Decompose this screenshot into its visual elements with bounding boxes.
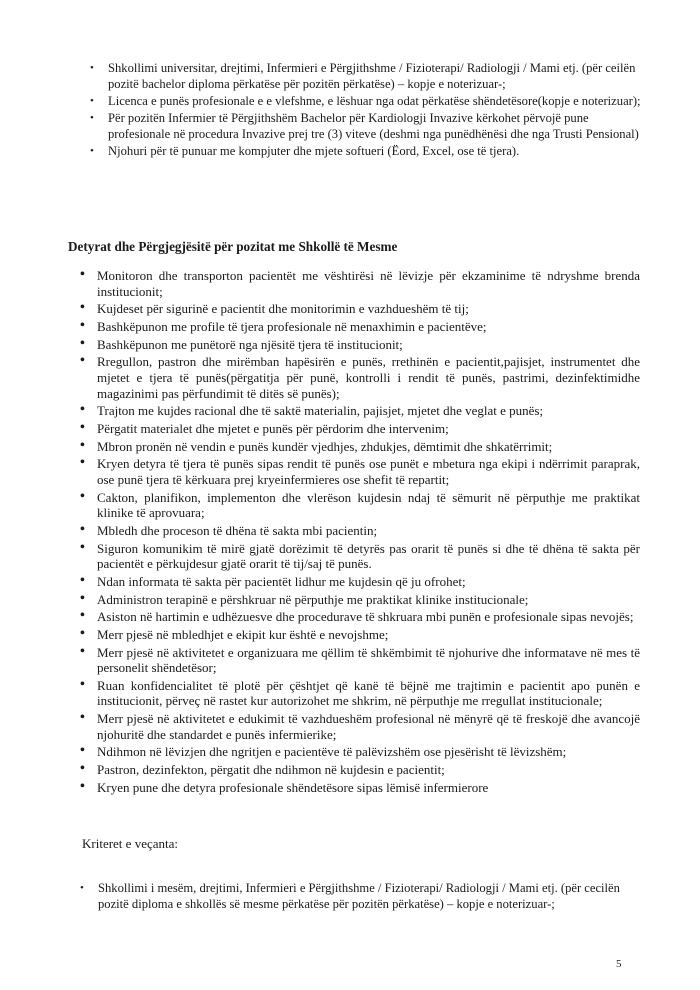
bullet-icon: •	[80, 572, 85, 588]
bullet-icon: •	[90, 62, 94, 74]
bullet-icon: •	[80, 419, 85, 435]
list-item	[80, 268, 640, 299]
bullet-icon: •	[90, 112, 94, 124]
bullet-icon: •	[80, 778, 85, 794]
list-item	[80, 541, 640, 572]
special-criteria-label: Kriteret e veçanta:	[82, 836, 178, 851]
list-item-text: Për pozitën Infermier të Përgjithshëm Bachelor për Kardiologji Invazive kërkohet përvojë pune profesionale në procedura Invazive prej tre (3) viteve (deshmi nga punëdhënësi dhe nga Trusti Pensional)	[108, 111, 639, 141]
list-item	[90, 93, 650, 109]
list-item-text: Administron terapinë e përshkruar në përputhje me praktikat klinike institucionale;	[97, 591, 529, 607]
bullet-icon: •	[80, 625, 85, 641]
bullet-icon: •	[80, 335, 85, 351]
bullet-icon: •	[90, 145, 94, 157]
list-item-text: Bashkëpunon me punëtorë nga njësitë tjera të institucionit;	[97, 336, 403, 352]
list-item-text: Kujdeset për sigurinë e pacientit dhe monitorimin e vazhdueshëm të tij;	[97, 301, 469, 317]
list-item	[80, 421, 640, 437]
list-item-text: Ndihmon në lëvizjen dhe ngritjen e pacientëve të palëvizshëm ose pjesërisht të lëvizshëm;	[97, 744, 567, 760]
list-item-text: Cakton, planifikon, implementon dhe vlerëson kujdesin ndaj të sëmurit në përputhje me praktikat klinike të aprovuara;	[97, 489, 640, 521]
list-item-text: Asiston në hartimin e udhëzuesve dhe procedurave të shkruara mbi punën e profesionale sipas nevojës;	[97, 609, 634, 625]
page-number: 5	[616, 958, 622, 970]
bullet-icon: •	[80, 590, 85, 606]
bullet-icon: •	[80, 676, 85, 692]
bullet-icon: •	[80, 710, 85, 726]
list-item-text: Pastron, dezinfekton, përgatit dhe ndihmon në kujdesin e pacientit;	[97, 762, 445, 778]
bullet-icon: •	[80, 353, 85, 369]
list-item	[80, 880, 640, 912]
bullet-icon: •	[80, 539, 85, 555]
bullet-icon: •	[80, 267, 85, 282]
bullet-icon: •	[80, 521, 85, 537]
list-item	[80, 574, 640, 590]
list-item	[80, 490, 640, 521]
bullet-icon: •	[80, 317, 85, 333]
bullet-icon: •	[80, 488, 85, 504]
list-item-text: Shkollimi universitar, drejtimi, Infermieri e Përgjithshme / Fizioterapi/ Radiologji / Mami etj. (për ceilën pozitë bachelor diploma përkatëse për pozitën përkatëse) – kopje e noterizuar-;	[108, 61, 636, 91]
list-item	[90, 110, 650, 142]
bullet-icon: •	[80, 761, 85, 777]
list-item	[80, 403, 640, 419]
list-item	[80, 592, 640, 608]
bullet-icon: •	[80, 455, 85, 471]
list-item-text: Merr pjesë në aktivitetet e organizuara me qëllim të shkëmbimit të njohurive dhe informatave në mes të personelit shëndetësor;	[97, 644, 640, 676]
list-item-text: Njohuri për të punuar me kompjuter dhe mjete softueri (Ëord, Excel, ose të tjera).	[108, 144, 520, 158]
requirements-list	[90, 60, 650, 160]
list-item	[80, 439, 640, 455]
list-item	[80, 645, 640, 676]
list-item	[80, 337, 640, 353]
list-item-text: Mbledh dhe proceson të dhëna të sakta mbi pacientin;	[97, 522, 378, 538]
bullet-icon: •	[80, 608, 85, 624]
list-item	[80, 523, 640, 539]
list-item-text: Rregullon, pastron dhe mirëmban hapësirën e punës, rrethinën e pacientit,pajisjet, instrumentet dhe mjetet e tjera të punës(përgatitja për punë, kontrolli i rendit të punës, pastrimi, dezinfektimidhe magazinimi pas përfundimit të ditës së punës);	[97, 354, 640, 401]
list-item-text: Merr pjesë në mbledhjet e ekipit kur është e nevojshme;	[97, 626, 389, 642]
bullet-icon: •	[80, 402, 85, 418]
list-item-text: Kryen pune dhe detyra profesionale shëndetësore sipas lëmisë infermierore	[97, 779, 489, 795]
list-item	[80, 354, 640, 401]
list-item	[80, 456, 640, 487]
list-item-text: Ndan informata të sakta për pacientët lidhur me kujdesin që ju ofrohet;	[97, 573, 466, 589]
list-item-text: Kryen detyra të tjera të punës sipas rendit të punës ose punët e mbetura nga ekipi i ndërrimit paraprak, ose punë tjera të kërkuara prej kryeinfermieres ose shefit të repartit;	[97, 456, 640, 487]
list-item-text: Merr pjesë në aktivitetet e edukimit të vazhdueshëm profesional në mënyrë që të freskojë dhe avancojë njohuritë dhe standardet e punës infermierike;	[97, 711, 640, 742]
duties-list	[80, 268, 640, 797]
list-item	[90, 143, 650, 159]
list-item	[80, 678, 640, 709]
list-item-text: Bashkëpunon me profile të tjera profesionale në menaxhimin e pacientëve;	[97, 318, 487, 334]
list-item	[80, 744, 640, 760]
list-item-text: Ruan konfidencialitet të plotë për çështjet që kanë të bëjnë me trajtimin e pacientit apo punën e institucionit, përveç në rastet kur autorizohet me shkrim, në përputhje me rregullat institucionale;	[97, 677, 640, 709]
list-item-text: Përgatit materialet dhe mjetet e punës për përdorim dhe intervenim;	[97, 420, 449, 436]
list-item-text: Shkollimi i mesëm, drejtimi, Infermieri e Përgjithshme / Fizioterapi/ Radiologji / Mami etj. (për cecilën pozitë diploma e shkollës së mesme përkatëse për pozitën përkatëse) – kopje e noterizuar-;	[98, 881, 620, 911]
list-item	[80, 711, 640, 742]
list-item	[90, 60, 650, 92]
list-item	[80, 319, 640, 335]
bullet-icon: •	[80, 300, 85, 316]
bullet-icon: •	[80, 882, 84, 894]
list-item-text: Trajton me kujdes racional dhe të saktë materialin, pajisjet, mjetet dhe veglat e punës;	[97, 403, 544, 419]
bullet-icon: •	[90, 95, 94, 107]
list-item	[80, 609, 640, 625]
list-item-text: Siguron komunikim të mirë gjatë dorëzimit të detyrës pas orarit të punës si dhe të dhëna të sakta për pacientët e përkujdesur gjatë orarit të tij/saj të punës.	[97, 540, 640, 572]
list-item-text: Licenca e punës profesionale e e vlefshme, e lëshuar nga odat përkatëse shëndetësore(kopje e noterizuar);	[108, 94, 641, 108]
list-item	[80, 780, 640, 796]
list-item	[80, 762, 640, 778]
list-item-text: Monitoron dhe transporton pacientët me vështirësi në lëvizje për ekzaminime të ndryshme brenda institucionit;	[97, 268, 640, 299]
bullet-icon: •	[80, 643, 85, 659]
section-heading: Detyrat dhe Përgjegjësitë për pozitat me Shkollë të Mesme	[68, 239, 398, 254]
criteria-list	[80, 880, 640, 912]
bullet-icon: •	[80, 437, 85, 453]
bullet-icon: •	[80, 743, 85, 759]
list-item-text: Mbron pronën në vendin e punës kundër vjedhjes, zhdukjes, dëmtimit dhe shkatërrimit;	[97, 438, 553, 454]
list-item	[80, 301, 640, 317]
list-item	[80, 627, 640, 643]
